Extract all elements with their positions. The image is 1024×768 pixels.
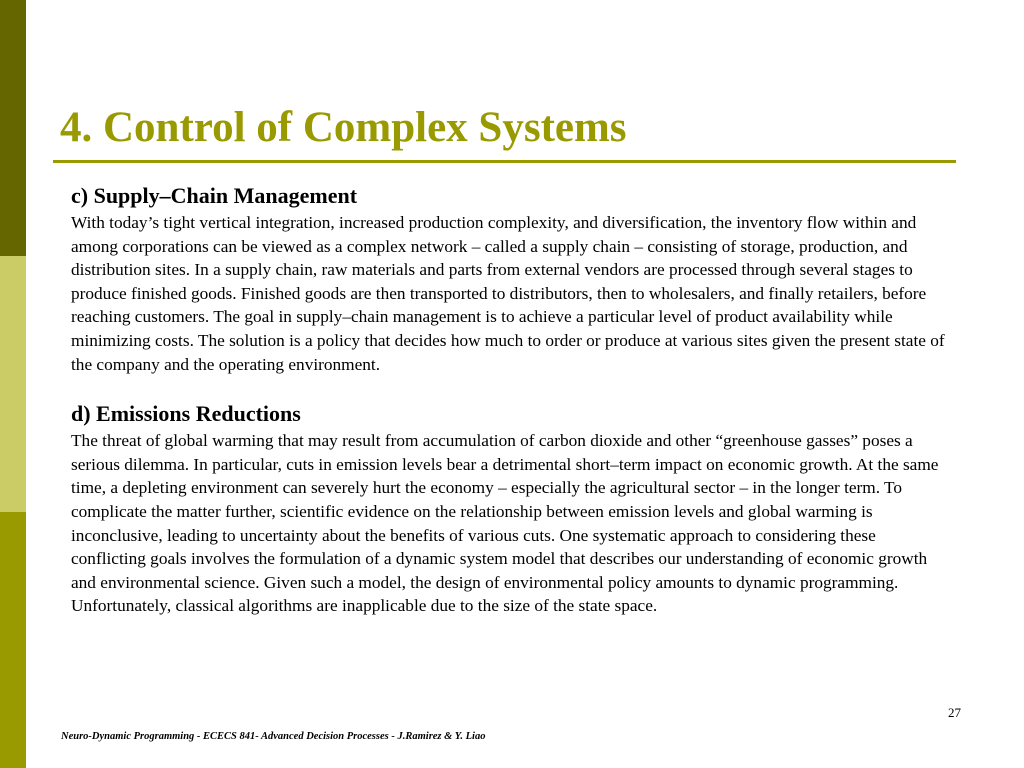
side-bar-top [0, 0, 26, 256]
side-bar-bottom [0, 512, 26, 768]
section-spacer [71, 376, 951, 399]
slide-title: 4. Control of Complex Systems [60, 104, 627, 151]
section-emissions [71, 399, 951, 618]
section-body: The threat of global warming that may result from accumulation of carbon dioxide and other “greenhouse gasses” poses a serious dilemma. In particular, cuts in emission levels bear a detrimental short–term impact on economic growth. At the same time, a depleting environment can severely hurt the economy – especially the agricultural sector – in the longer term. To complicate the matter further, scientific evidence on the relationship between emission levels and global warming is inconclusive, leading to uncertainty about the benefits of various cuts. One systematic approach to considering these conflicting goals involves the formulation of a dynamic system model that describes our understanding of economic growth and environmental science. Given such a model, the design of environmental policy amounts to dynamic programming. Unfortunately, classical algorithms are inapplicable due to the size of the state space. [71, 431, 939, 616]
side-bar-middle [0, 256, 26, 512]
slide-content [71, 181, 951, 618]
title-divider [53, 160, 956, 163]
section-heading: c) Supply–Chain Management [71, 183, 358, 208]
section-supply-chain [71, 181, 951, 376]
page-number: 27 [948, 705, 961, 720]
section-heading: d) Emissions Reductions [71, 401, 301, 427]
section-body: With today’s tight vertical integration, increased production complexity, and diversification, the inventory flow within and among corporations can be viewed as a complex network – called a supply chain – consisting of storage, production, and distribution sites. In a supply chain, raw materials and parts from external vendors are processed through several stages to produce finished goods. Finished goods are then transported to distributors, then to wholesalers, and finally retailers, before reaching customers. The goal in supply–chain management is to achieve a particular level of product availability while minimizing costs. The solution is a policy that decides how much to order or produce at various sites given the present state of the company and the operating environment. [71, 213, 945, 374]
footer-text: Neuro-Dynamic Programming - ECECS 841- Advanced Decision Processes - J.Ramirez & Y. Liao [61, 731, 486, 742]
